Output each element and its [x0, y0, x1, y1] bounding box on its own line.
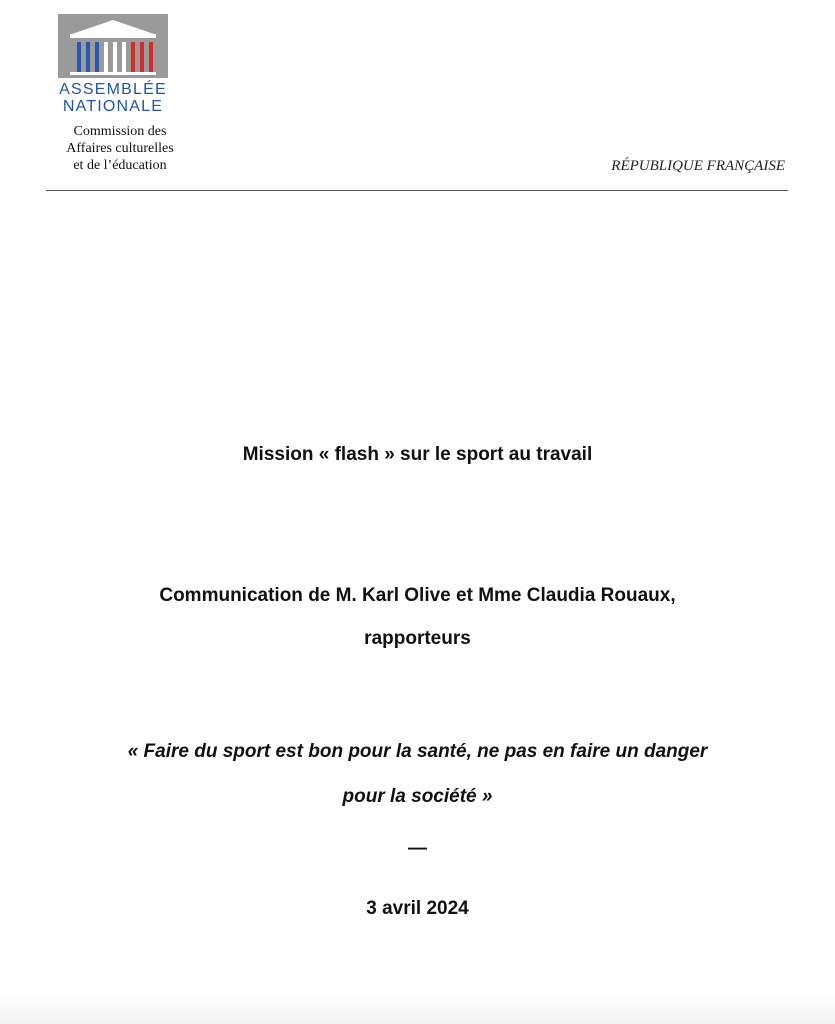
communication-line-2: rapporteurs [364, 628, 471, 649]
committee-line-2: Affaires culturelles [66, 141, 174, 156]
republique-francaise-label: RÉPUBLIQUE FRANÇAISE [611, 158, 785, 174]
header-divider [46, 190, 788, 191]
separator-dash: — [408, 838, 427, 859]
committee-line-3: et de l’éducation [73, 158, 167, 173]
quote-line-2: pour la société » [342, 786, 493, 807]
assemblee-nationale-logo [58, 14, 168, 115]
document-date: 3 avril 2024 [366, 898, 469, 919]
hemicycle-building-icon [58, 14, 168, 78]
communication-line-1: Communication de M. Karl Olive et Mme Claudia Rouaux, [159, 585, 676, 606]
page-bottom-shadow [0, 994, 835, 1024]
logo-line-1: ASSEMBLÉE [59, 81, 167, 98]
logo-line-2: NATIONALE [62, 98, 164, 115]
committee-name [30, 123, 210, 174]
quote-line-1: « Faire du sport est bon pour la santé, ne pas en faire un danger [127, 741, 708, 762]
committee-line-1: Commission des [73, 124, 167, 139]
document-title: Mission « flash » sur le sport au travail [242, 444, 593, 465]
